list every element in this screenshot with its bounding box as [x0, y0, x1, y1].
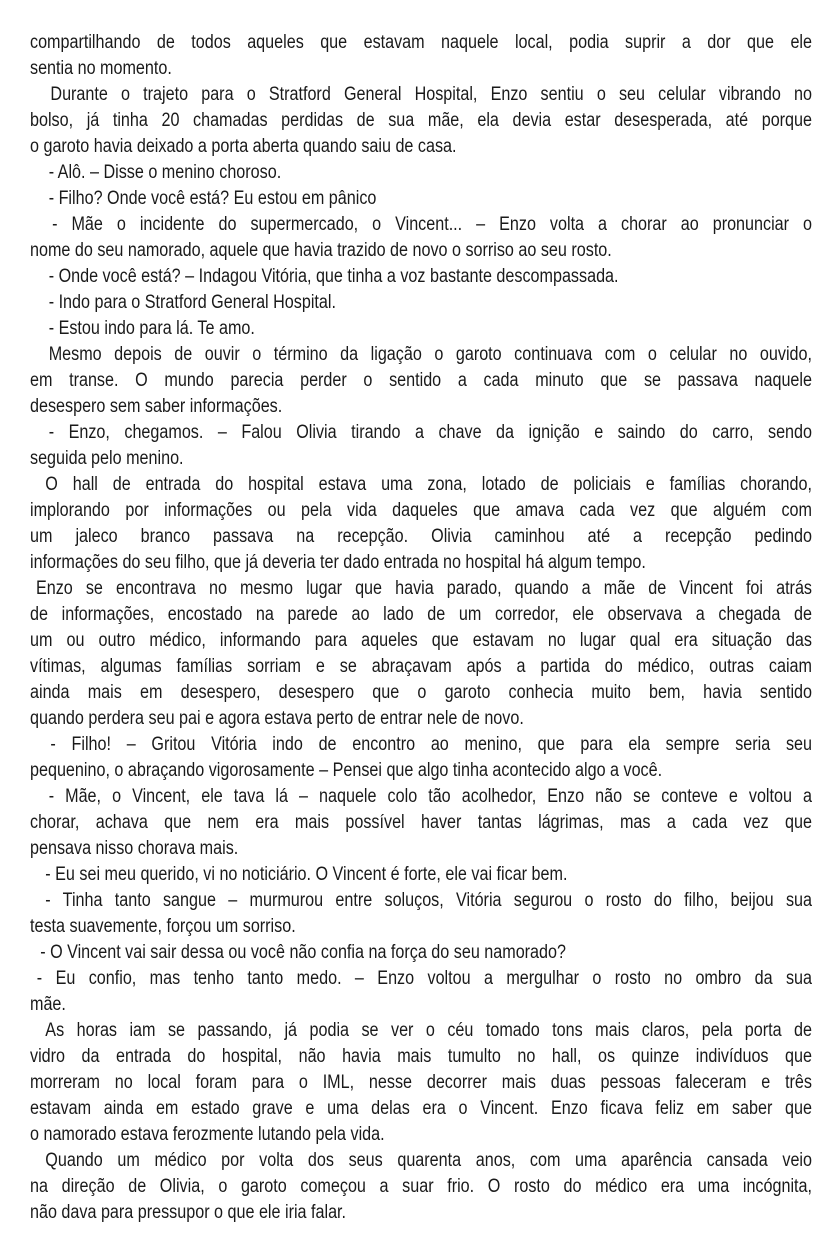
text-line: - Onde você está? – Indagou Vitória, que tinha a voz bastante descompassada.: [48, 266, 619, 287]
text-line: compartilhando de todos aqueles que estavam naquele local, podia suprir a dor que ele: [30, 32, 812, 53]
paragraph: [30, 784, 812, 862]
text-line: Quando um médico por volta dos seus quarenta anos, com uma aparência cansada veio: [45, 1150, 813, 1171]
paragraph: [30, 212, 812, 264]
paragraph: [30, 576, 812, 732]
text-line: vidro da entrada do hospital, não havia mais tumulto no hall, os quinze indivíduos que: [30, 1046, 812, 1067]
text-line: chorar, achava que nem era mais possível haver tantas lágrimas, mas a cada vez que: [30, 812, 812, 833]
paragraph: [30, 290, 812, 316]
text-line: - Eu sei meu querido, vi no noticiário. O Vincent é forte, ele vai ficar bem.: [45, 864, 568, 885]
text-line: informações do seu filho, que já deveria ter dado entrada no hospital há algum tempo.: [30, 552, 646, 573]
text-line: Durante o trajeto para o Stratford General Hospital, Enzo sentiu o seu celular vibrando no: [50, 84, 812, 105]
text-line: em transe. O mundo parecia perder o sentido a cada minuto que se passava naquele: [30, 370, 812, 391]
text-line: - Estou indo para lá. Te amo.: [48, 318, 255, 339]
paragraph: [30, 264, 812, 290]
paragraph: [30, 316, 812, 342]
text-line: vítimas, algumas famílias sorriam e se abraçavam após a partida do médico, outras caiam: [30, 656, 812, 677]
text-line: desespero sem saber informações.: [30, 396, 283, 417]
paragraph: [30, 30, 812, 82]
text-line: - Mãe o incidente do supermercado, o Vincent... – Enzo volta a chorar ao pronunciar o: [52, 214, 813, 235]
paragraph: [30, 472, 812, 576]
paragraph: [30, 862, 812, 888]
paragraph: [30, 82, 812, 160]
text-line: - Eu confio, mas tenho tanto medo. – Enzo voltou a mergulhar o rosto no ombro da sua: [36, 968, 813, 989]
paragraph: [30, 420, 812, 472]
text-line: As horas iam se passando, já podia se ver o céu tomado tons mais claros, pela porta de: [45, 1020, 813, 1041]
paragraph: [30, 1148, 812, 1226]
text-line: nome do seu namorado, aquele que havia trazido de novo o sorriso ao seu rosto.: [30, 240, 612, 261]
text-line: bolso, já tinha 20 chamadas perdidas de sua mãe, ela devia estar desesperada, até porque: [30, 110, 812, 131]
text-line: - O Vincent vai sair dessa ou você não confia na força do seu namorado?: [40, 942, 566, 963]
text-line: Mesmo depois de ouvir o término da ligação o garoto continuava com o celular no ouvido,: [48, 344, 812, 365]
text-line: - Mãe, o Vincent, ele tava lá – naquele colo tão acolhedor, Enzo não se conteve e voltou a: [48, 786, 812, 807]
paragraph: [30, 940, 812, 966]
text-line: de informações, encostado na parede ao lado de um corredor, ele observava a chegada de: [30, 604, 812, 625]
text-line: morreram no local foram para o IML, nesse decorrer mais duas pessoas faleceram e três: [30, 1072, 812, 1093]
text-line: um ou outro médico, informando para aqueles que estavam no lugar qual era situação das: [30, 630, 812, 651]
paragraph: [30, 1018, 812, 1148]
text-line: não dava para pressupor o que ele iria falar.: [30, 1202, 347, 1223]
text-line: mãe.: [30, 994, 66, 1015]
text-line: - Indo para o Stratford General Hospital.: [48, 292, 336, 313]
text-line: pensava nisso chorava mais.: [30, 838, 239, 859]
paragraph: [30, 160, 812, 186]
paragraph: [30, 732, 812, 784]
paragraph: [30, 342, 812, 420]
text-line: o namorado estava ferozmente lutando pela vida.: [30, 1124, 385, 1145]
text-line: ainda mais em desespero, desespero que o garoto conhecia muito bem, havia sentido: [30, 682, 812, 703]
text-line: O hall de entrada do hospital estava uma zona, lotado de policiais e famílias chorando,: [45, 474, 813, 495]
paragraph: [30, 966, 812, 1018]
text-line: - Alô. – Disse o menino choroso.: [48, 162, 282, 183]
text-line: - Tinha tanto sangue – murmurou entre soluços, Vitória segurou o rosto do filho, beijou sua: [45, 890, 813, 911]
text-line: - Filho? Onde você está? Eu estou em pânico: [48, 188, 377, 209]
text-line: na direção de Olivia, o garoto começou a suar frio. O rosto do médico era uma incógnita,: [30, 1176, 812, 1197]
paragraph: [30, 888, 812, 940]
document-page: [30, 30, 812, 1226]
text-line: implorando por informações ou pela vida daqueles que amava cada vez que alguém com: [30, 500, 812, 521]
text-line: estavam ainda em estado grave e uma delas era o Vincent. Enzo ficava feliz em saber que: [30, 1098, 812, 1119]
text-line: - Enzo, chegamos. – Falou Olivia tirando a chave da ignição e saindo do carro, sendo: [48, 422, 812, 443]
text-line: um jaleco branco passava na recepção. Olivia caminhou até a recepção pedindo: [30, 526, 812, 547]
text-line: quando perdera seu pai e agora estava perto de entrar nele de novo.: [30, 708, 524, 729]
text-line: pequenino, o abraçando vigorosamente – Pensei que algo tinha acontecido algo a você.: [30, 760, 663, 781]
text-line: testa suavemente, forçou um sorriso.: [30, 916, 296, 937]
text-line: o garoto havia deixado a porta aberta quando saiu de casa.: [30, 136, 457, 157]
text-line: - Filho! – Gritou Vitória indo de encontro ao menino, que para ela sempre seria seu: [50, 734, 812, 755]
paragraph: [30, 186, 812, 212]
text-line: seguida pelo menino.: [30, 448, 184, 469]
text-line: Enzo se encontrava no mesmo lugar que havia parado, quando a mãe de Vincent foi atrás: [35, 578, 812, 599]
text-line: sentia no momento.: [30, 58, 172, 79]
